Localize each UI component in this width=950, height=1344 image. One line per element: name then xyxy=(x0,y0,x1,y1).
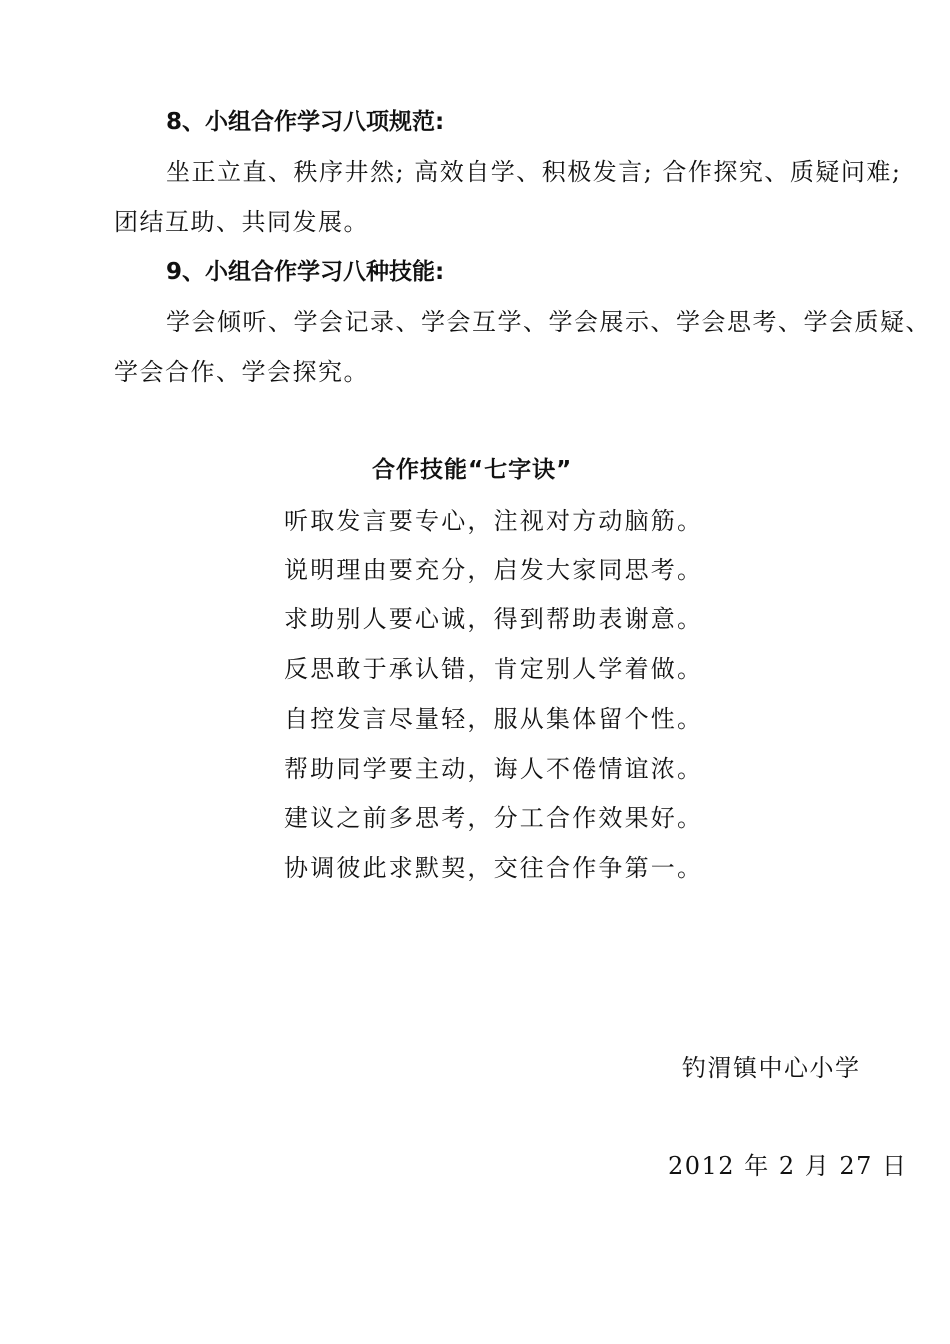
section-9-heading: 9、小组合作学习八种技能: xyxy=(166,259,445,285)
section-8-text-line-1: 坐正立直、秩序井然; 高效自学、积极发言; 合作探究、质疑问难; xyxy=(166,158,902,186)
signature-organization: 钓渭镇中心小学 xyxy=(682,1054,861,1082)
section-8-text-line-2: 团结互助、共同发展。 xyxy=(114,208,369,236)
poem-line: 协调彼此求默契，交往合作争第一。 xyxy=(284,854,704,882)
poem-line: 帮助同学要主动，诲人不倦情谊浓。 xyxy=(284,755,704,783)
poem-line: 求助别人要心诚，得到帮助表谢意。 xyxy=(284,605,704,633)
poem-line: 说明理由要充分，启发大家同思考。 xyxy=(284,556,704,584)
poem-line: 自控发言尽量轻，服从集体留个性。 xyxy=(284,705,704,733)
section-8-heading: 8、小组合作学习八项规范: xyxy=(166,109,445,135)
poem-line: 建议之前多思考，分工合作效果好。 xyxy=(284,804,704,832)
section-9-text-line-2: 学会合作、学会探究。 xyxy=(114,358,369,386)
poem-line: 听取发言要专心，注视对方动脑筋。 xyxy=(284,507,704,535)
section-9-text-line-1: 学会倾听、学会记录、学会互学、学会展示、学会思考、学会质疑、 xyxy=(166,308,931,336)
poem-title: 合作技能“七字诀” xyxy=(372,457,573,483)
signature-date: 2012 年 2 月 27 日 xyxy=(668,1152,908,1180)
poem-line: 反思敢于承认错，肯定别人学着做。 xyxy=(284,655,704,683)
